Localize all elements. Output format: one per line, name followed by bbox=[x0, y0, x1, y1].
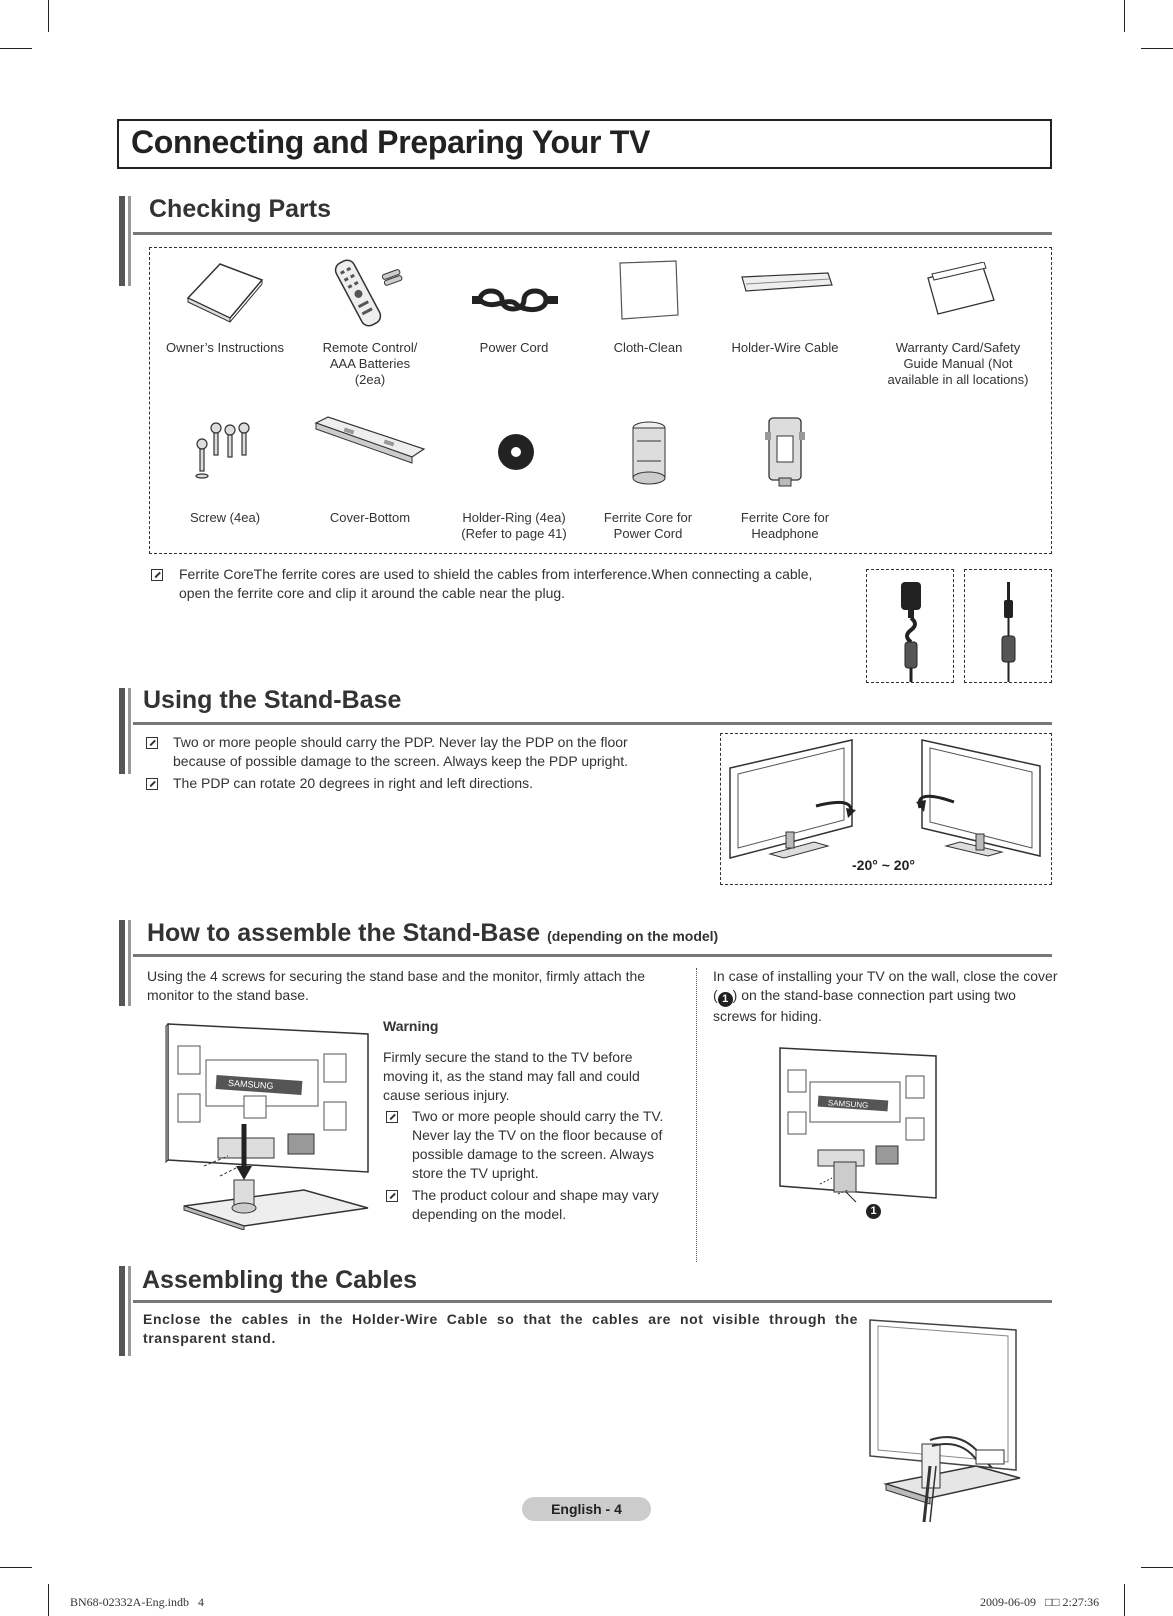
stand-base-note-2: The PDP can rotate 20 degrees in right and left directions. bbox=[173, 775, 534, 791]
section-bar bbox=[128, 196, 131, 286]
part-label-holder-wire-cable: Holder-Wire Cable bbox=[731, 340, 839, 355]
part-label-warranty-card: Warranty Card/Safety Guide Manual (Not available in all locations) bbox=[887, 340, 1029, 387]
section-bar bbox=[128, 688, 131, 774]
part-label-owners-instructions: Owner’s Instructions bbox=[165, 340, 284, 355]
part-label-screw: Screw (4ea) bbox=[189, 510, 261, 525]
warning-text: Firmly secure the stand to the TV before moving it, as the stand may fall and could cause serious injury. bbox=[383, 1049, 640, 1103]
ferrite-headphone-plug-illustration bbox=[994, 580, 1024, 682]
warning-note-2: The product colour and shape may vary depending on the model. bbox=[412, 1187, 659, 1222]
column-divider bbox=[696, 968, 697, 1262]
cables-instruction: Enclose the cables in the Holder-Wire Cable so that the cables are not visible through the transparent stand. bbox=[143, 1311, 858, 1346]
ferrite-core-headphone-icon bbox=[765, 416, 805, 488]
section-rule bbox=[133, 954, 1052, 957]
page-title: Connecting and Preparing Your TV bbox=[131, 124, 651, 160]
remote-control-icon bbox=[334, 258, 410, 328]
crop-mark bbox=[1141, 48, 1173, 49]
ferrite-core-note: Ferrite CoreThe ferrite cores are used to shield the cables from interference.When connecting a cable, open the ferrite core and clip it around the cable near the plug. bbox=[179, 566, 813, 601]
note-icon bbox=[151, 569, 163, 581]
owners-instructions-icon bbox=[186, 260, 266, 325]
section-bar bbox=[119, 688, 125, 774]
note-icon bbox=[146, 737, 158, 749]
callout-badge: 1 bbox=[866, 1204, 881, 1219]
note-icon bbox=[146, 778, 158, 790]
note-icon bbox=[386, 1190, 398, 1202]
holder-wire-cable-icon bbox=[740, 271, 834, 295]
crop-mark bbox=[1124, 1584, 1125, 1616]
wall-install-text-before: In case of installing your TV on the wall, close the cover ( bbox=[713, 968, 1058, 1003]
section-bar bbox=[128, 920, 131, 1006]
assemble-instruction: Using the 4 screws for securing the stand base and the monitor, firmly attach the monitor to the stand base. bbox=[147, 968, 646, 1003]
part-label-power-cord: Power Cord bbox=[479, 340, 549, 355]
assemble-title-text: How to assemble the Stand-Base bbox=[147, 919, 541, 947]
cloth-clean-icon bbox=[616, 259, 680, 321]
stand-base-note-1: Two or more people should carry the PDP. Never lay the PDP on the floor because of possible damage to the screen. Always keep the PDP upright. bbox=[173, 734, 629, 769]
crop-mark bbox=[0, 1567, 32, 1568]
rotation-angle-label: -20° ~ 20° bbox=[852, 857, 915, 873]
wall-install-text-after: ) on the stand-base connection part using two screws for hiding. bbox=[713, 987, 1016, 1024]
print-timestamp: 2009-06-09 □□ 2:27:36 bbox=[980, 1595, 1100, 1609]
section-title-cables: Assembling the Cables bbox=[142, 1266, 418, 1294]
part-label-ferrite-core-power: Ferrite Core for Power Cord bbox=[603, 510, 693, 541]
cover-bottom-icon bbox=[314, 415, 426, 467]
section-rule bbox=[133, 232, 1052, 235]
crop-mark bbox=[1124, 0, 1125, 32]
warning-title: Warning bbox=[383, 1018, 439, 1034]
parts-box bbox=[149, 247, 1052, 554]
part-label-ferrite-core-headphone: Ferrite Core for Headphone bbox=[740, 510, 830, 541]
tv-rotation-illustration bbox=[726, 736, 1046, 870]
tv-back-cover-illustration bbox=[776, 1046, 940, 1206]
ferrite-core-power-icon bbox=[631, 420, 667, 486]
crop-mark bbox=[0, 48, 32, 49]
warning-note-1: Two or more people should carry the TV. Never lay the TV on the floor because of possible damage to the screen. Always store the TV upright. bbox=[412, 1108, 664, 1181]
cable-holder-illustration bbox=[866, 1316, 1026, 1526]
file-slug: BN68-02332A-Eng.indb 4 bbox=[70, 1595, 204, 1609]
section-rule bbox=[133, 1300, 1052, 1303]
section-title-checking-parts: Checking Parts bbox=[149, 195, 332, 223]
section-bar bbox=[119, 196, 125, 286]
section-bar bbox=[119, 1266, 125, 1356]
crop-mark bbox=[48, 0, 49, 32]
section-bar bbox=[128, 1266, 131, 1356]
crop-mark bbox=[48, 1584, 49, 1616]
crop-mark bbox=[1141, 1567, 1173, 1568]
page-number-pill: English - 4 bbox=[522, 1497, 651, 1521]
wall-install-text bbox=[713, 967, 1058, 1026]
tv-back-stand-illustration bbox=[164, 1020, 374, 1230]
part-label-remote-control: Remote Control/ AAA Batteries (2ea) bbox=[322, 340, 418, 387]
part-label-cover-bottom: Cover-Bottom bbox=[329, 510, 411, 525]
section-rule bbox=[133, 722, 1052, 725]
section-title-assemble bbox=[147, 919, 718, 948]
ferrite-power-plug-illustration bbox=[896, 580, 926, 682]
brand-label: SAMSUNG bbox=[227, 1077, 274, 1092]
screw-icon bbox=[192, 420, 258, 482]
assemble-subtitle: (depending on the model) bbox=[547, 928, 719, 944]
warranty-card-icon bbox=[926, 262, 996, 316]
part-label-holder-ring: Holder-Ring (4ea) (Refer to page 41) bbox=[461, 510, 567, 541]
note-icon bbox=[386, 1111, 398, 1123]
brand-label: SAMSUNG bbox=[827, 1098, 869, 1111]
callout-badge-inline: 1 bbox=[718, 992, 733, 1007]
power-cord-icon bbox=[472, 282, 558, 316]
part-label-cloth-clean: Cloth-Clean bbox=[613, 340, 683, 355]
section-title-stand-base: Using the Stand-Base bbox=[143, 686, 402, 714]
holder-ring-icon bbox=[496, 432, 536, 472]
section-bar bbox=[119, 920, 125, 1006]
